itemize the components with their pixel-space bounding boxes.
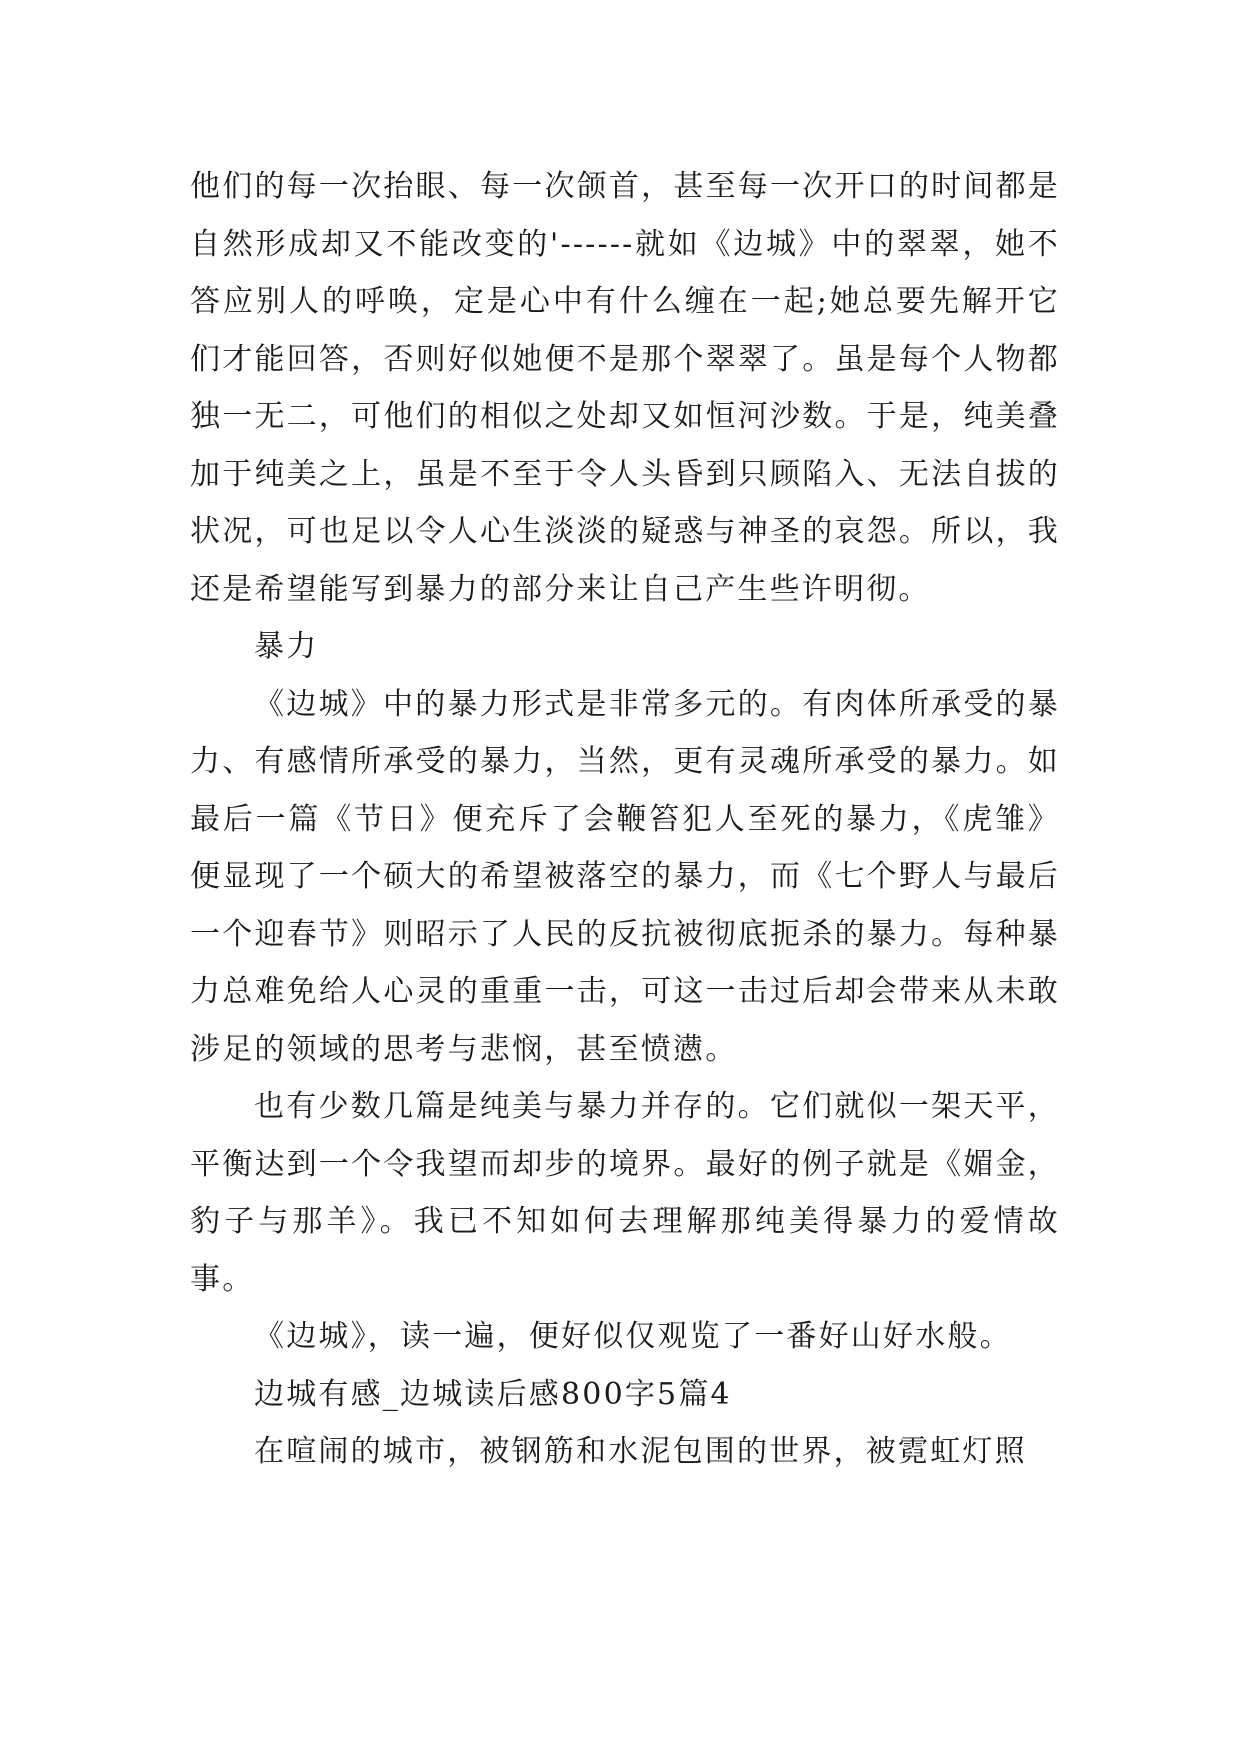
essay-title-4: 边城有感_边城读后感800字5篇4 — [254, 1376, 732, 1412]
paragraph-continued: 他们的每一次抬眼、每一次颌首，甚至每一次开口的时间都是自然形成却又不能改变的'------就如《边城》中的翠翠，她不答应别人的呼唤，定是心中有什么缠在一起;她总要先解开它们才能回答，否则好似她便不是那个翠翠了。虽是每个人物都独一无二，可他们的相似之处却又如恒河沙数。于是，纯美叠加于纯美之上，虽是不至于令人头昏到只顾陷入、无法自拔的状况，可也足以令人心生淡淡的疑惑与神圣的哀怨。所以，我还是希望能写到暴力的部分来让自己产生些许明彻。 — [190, 169, 1060, 607]
paragraph-city-intro: 在喧闹的城市，被钢筋和水泥包围的世界，被霓虹灯照 — [254, 1434, 1027, 1469]
paragraph-violence-forms: 《边城》中的暴力形式是非常多元的。有肉体所承受的暴力、有感情所承受的暴力，当然，更有灵魂所承受的暴力。如最后一篇《节日》便充斥了会鞭笞犯人至死的暴力，《虎雏》便显现了一个硕大的希望被落空的暴力，而《七个野人与最后一个迎春节》则昭示了人民的反抗被彻底扼杀的暴力。每种暴力总难免给人心灵的重重一击，可这一击过后却会带来从未敢涉足的领域的思考与悲悯，甚至愤懑。 — [190, 686, 1060, 1067]
paragraph-read-once: 《边城》，读一遍，便好似仅观览了一番好山好水般。 — [254, 1319, 1012, 1354]
document-body — [190, 158, 1060, 1481]
section-heading-violence: 暴力 — [254, 629, 319, 664]
paragraph-beauty-and-violence: 也有少数几篇是纯美与暴力并存的。它们就似一架天平，平衡达到一个令我望而却步的境界。最好的例子就是《媚金，豹子与那羊》。我已不知如何去理解那纯美得暴力的爱情故事。 — [190, 1089, 1060, 1297]
